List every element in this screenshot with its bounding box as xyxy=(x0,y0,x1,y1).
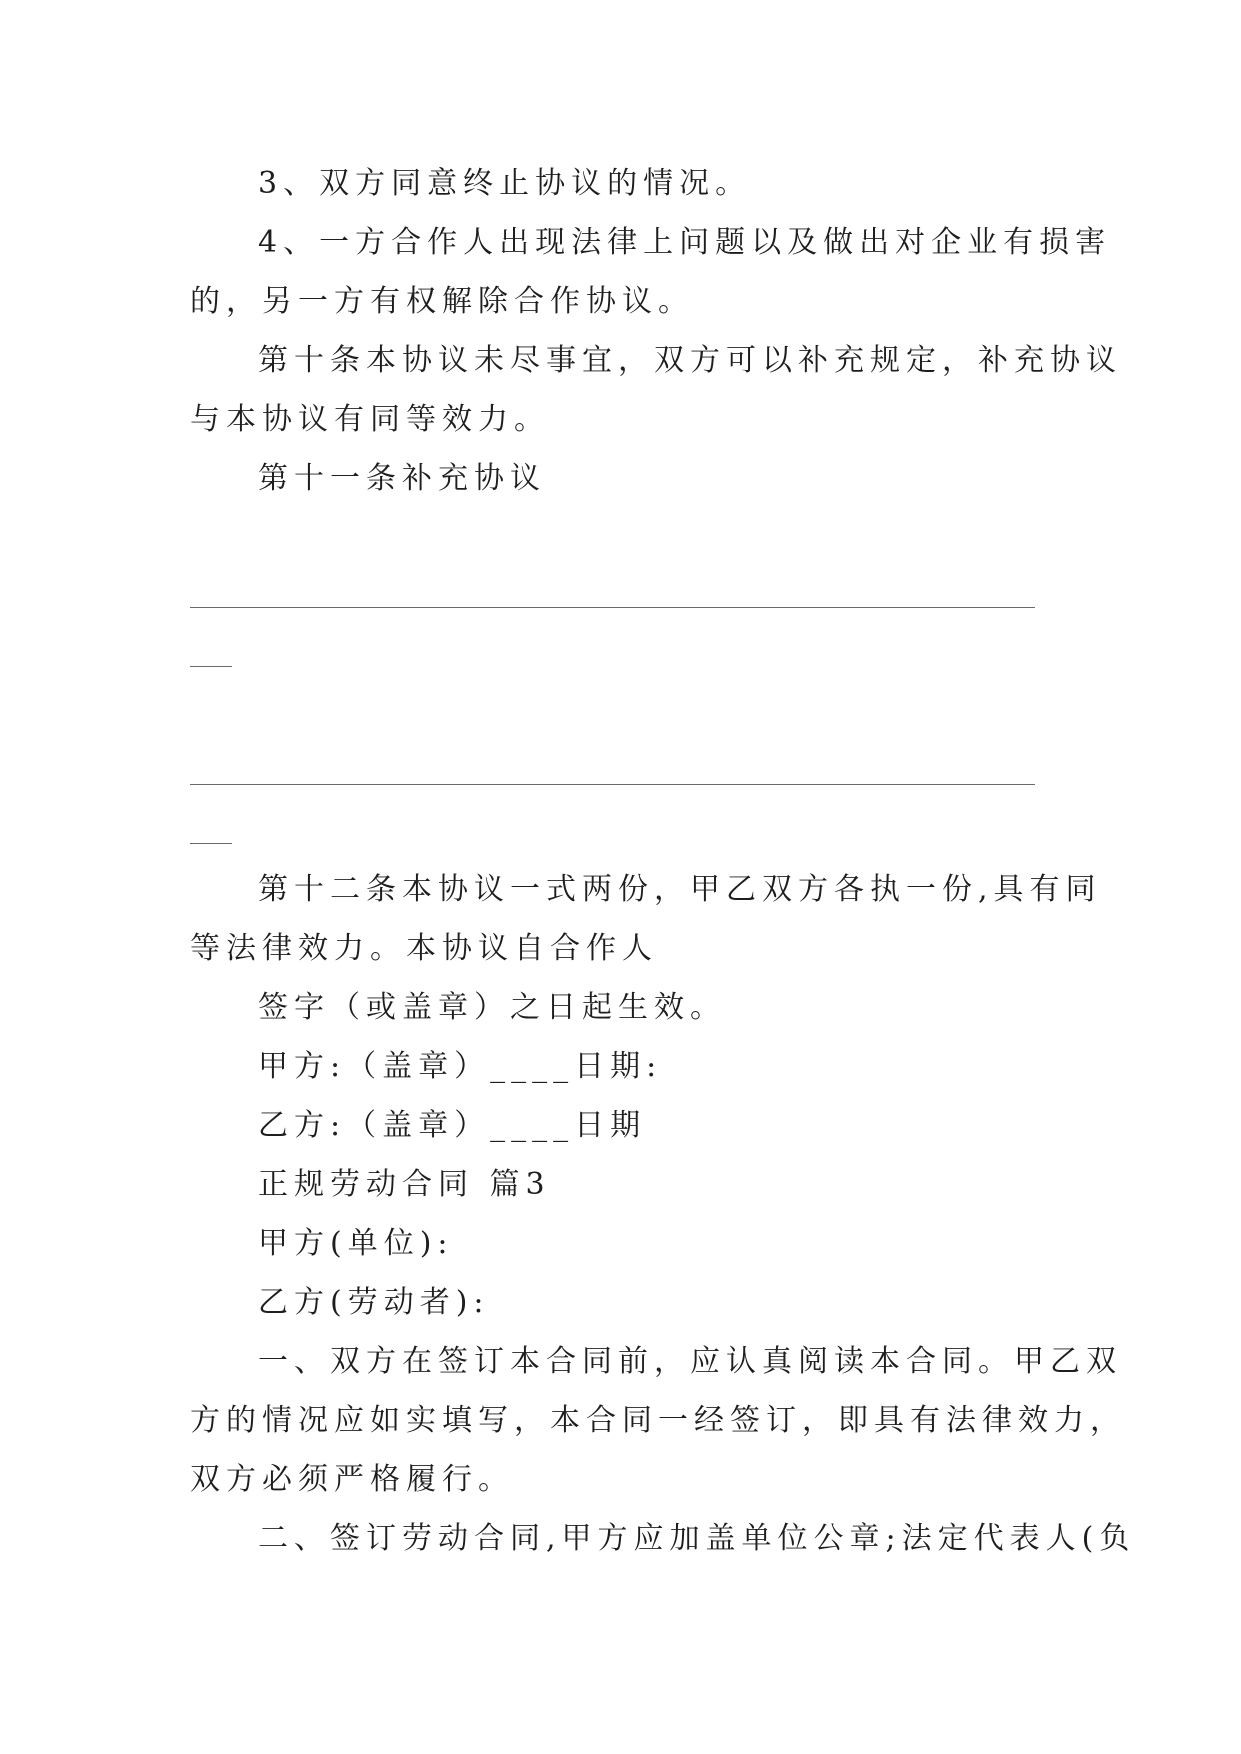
clause-line: 第十条本协议未尽事宜，双方可以补充规定，补充协议 xyxy=(258,343,1122,378)
signature-line-party-a: 甲方:（盖章）____日期: xyxy=(258,1049,663,1084)
clause-line: 签字（或盖章）之日起生效。 xyxy=(258,990,726,1025)
clause-line: 方的情况应如实填写，本合同一经签订，即具有法律效力， xyxy=(190,1403,1126,1438)
clause-line: 的，另一方有权解除合作协议。 xyxy=(190,284,694,319)
party-a-line: 甲方(单位): xyxy=(258,1226,454,1261)
clause-line: 二、签订劳动合同,甲方应加盖单位公章;法定代表人(负 xyxy=(258,1521,1136,1556)
clause-line: 双方必须严格履行。 xyxy=(190,1462,514,1497)
clause-line: 第十二条本协议一式两份，甲乙双方各执一份,具有同 xyxy=(258,872,1102,907)
clause-line: 一、双方在签订本合同前，应认真阅读本合同。甲乙双 xyxy=(258,1344,1122,1379)
fill-in-line xyxy=(190,784,1035,785)
clause-line: 与本协议有同等效力。 xyxy=(190,402,550,437)
party-b-line: 乙方(劳动者): xyxy=(258,1285,490,1320)
fill-in-line xyxy=(190,607,1035,608)
signature-line-party-b: 乙方:（盖章）____日期 xyxy=(258,1108,647,1143)
fill-in-line xyxy=(190,843,232,844)
fill-in-line xyxy=(190,666,232,667)
clause-line: 等法律效力。本协议自合作人 xyxy=(190,931,658,966)
section-heading: 正规劳动合同 篇3 xyxy=(258,1167,551,1202)
clause-line: 第十一条补充协议 xyxy=(258,461,546,496)
clause-line: 4、一方合作人出现法律上问题以及做出对企业有损害 xyxy=(258,225,1112,260)
clause-line: 3、双方同意终止协议的情况。 xyxy=(258,166,752,201)
